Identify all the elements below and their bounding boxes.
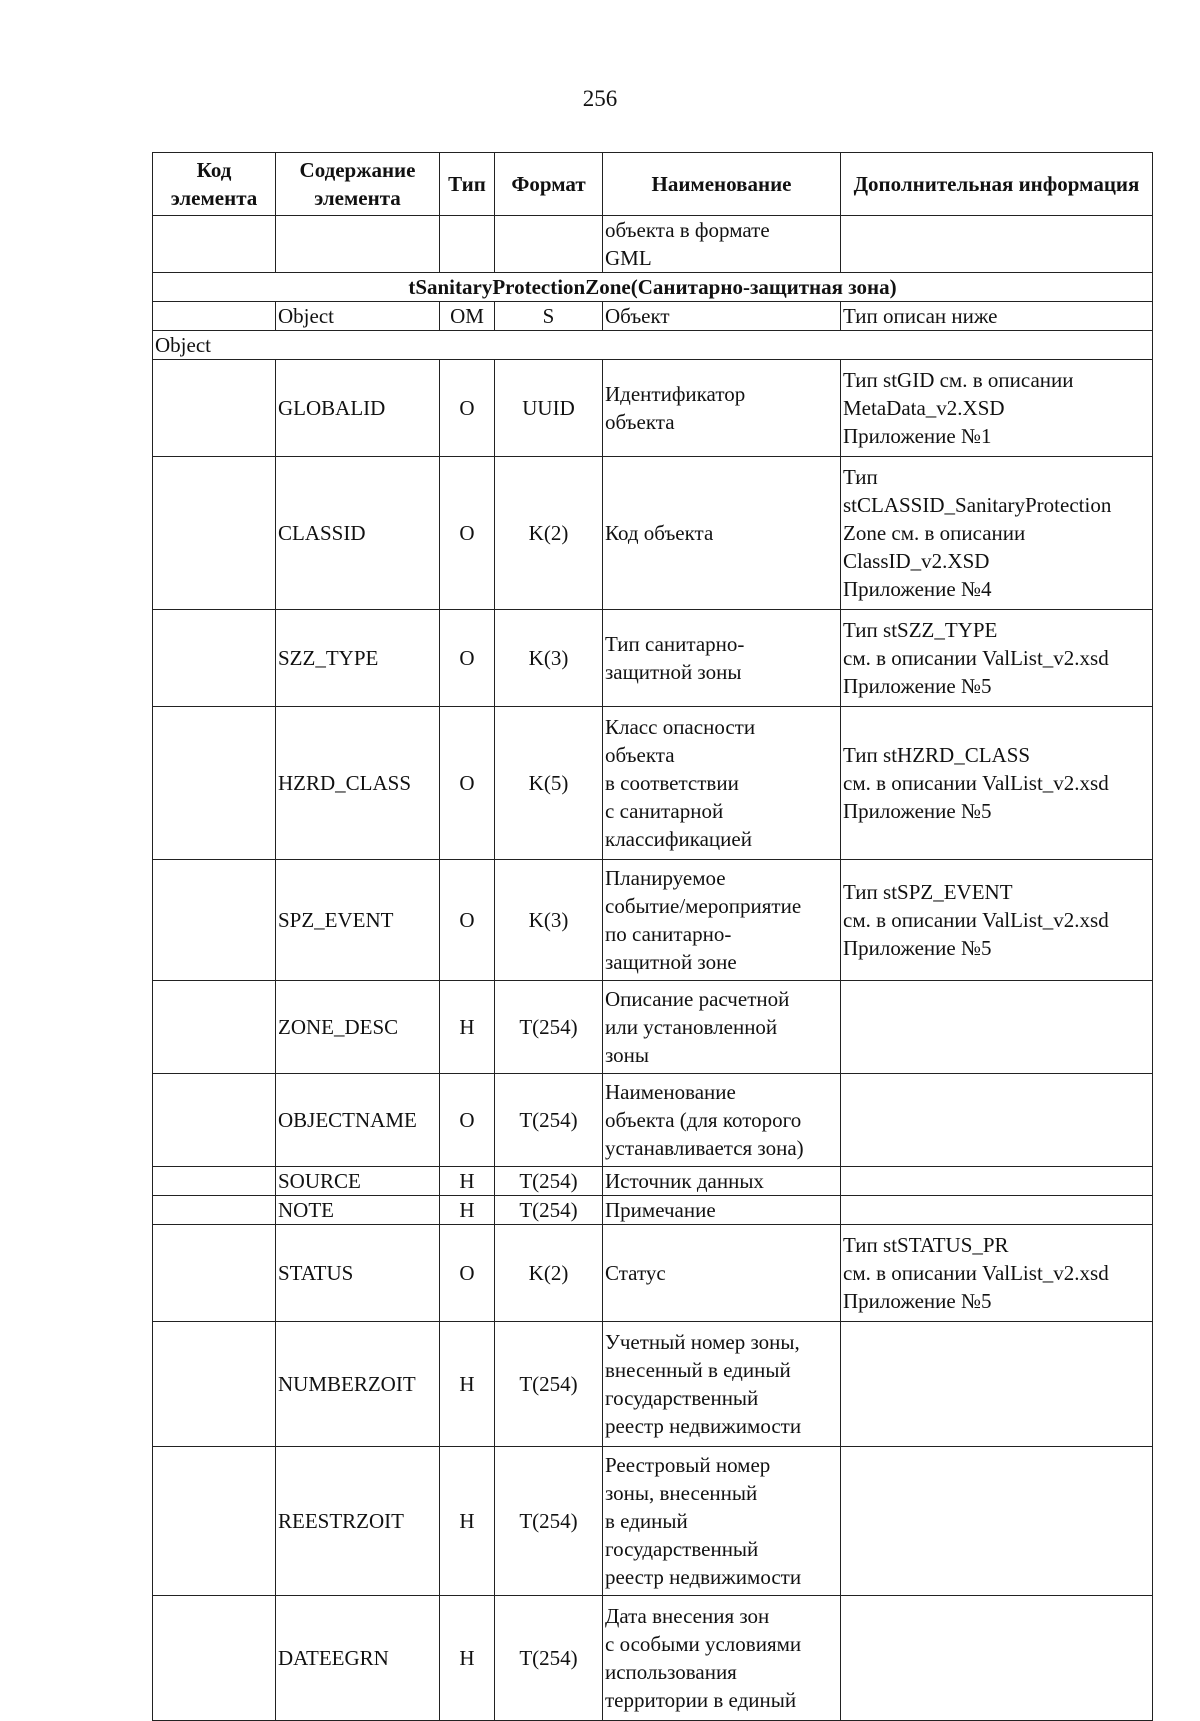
section-title-row	[153, 273, 1153, 302]
cell-content: STATUS	[278, 1261, 354, 1285]
table-row	[153, 360, 1153, 457]
cell-format: T(254)	[519, 1372, 578, 1396]
cell-extra: Тип stSZZ_TYPE см. в описании ValList_v2.xsd Приложение №5	[843, 618, 1109, 698]
cell-name: Наименование объекта (для которого устанавливается зона)	[605, 1080, 804, 1160]
table-row	[153, 1447, 1153, 1596]
cell-type: H	[459, 1646, 475, 1670]
cell-content: DATEEGRN	[278, 1646, 389, 1670]
cell-content: Object	[276, 302, 440, 331]
cell-format: T(254)	[519, 1015, 578, 1039]
cell-name: Идентификатор объекта	[605, 382, 746, 434]
cell-format: K(3)	[528, 646, 569, 670]
object-row	[153, 302, 1153, 331]
cell-name: Примечание	[605, 1198, 716, 1222]
table-row	[153, 457, 1153, 610]
table-row	[153, 1196, 1153, 1225]
cell-content: SOURCE	[278, 1169, 361, 1193]
header-type: Тип	[440, 153, 495, 216]
header-code: Код элемента	[153, 153, 276, 216]
cell-format	[495, 216, 603, 273]
cell-type: O	[459, 1261, 475, 1285]
cell-type: O	[459, 646, 475, 670]
cell-name: Класс опасности объекта в соответствии с санитарной классификацией	[605, 715, 756, 851]
cell-name: Объект	[603, 302, 841, 331]
cell-name: Планируемое событие/мероприятие по санитарно- защитной зоне	[605, 866, 802, 974]
continuation-row	[153, 216, 1153, 273]
cell-content: GLOBALID	[278, 396, 386, 420]
cell-extra: Тип описан ниже	[841, 302, 1153, 331]
cell-format: K(5)	[528, 771, 569, 795]
header-row	[153, 153, 1153, 216]
group-row	[153, 331, 1153, 360]
cell-extra: Тип stSPZ_EVENT см. в описании ValList_v2.xsd Приложение №5	[843, 880, 1109, 960]
cell-extra: Тип stSTATUS_PR см. в описании ValList_v2.xsd Приложение №5	[843, 1233, 1109, 1313]
cell-format: T(254)	[519, 1169, 578, 1193]
cell-format: K(2)	[528, 1261, 569, 1285]
cell-content: ZONE_DESC	[278, 1015, 399, 1039]
section-title: tSanitaryProtectionZone(Санитарно-защитная зона)	[153, 273, 1153, 302]
cell-type: O	[459, 771, 475, 795]
cell-extra: Тип stGID см. в описании MetaData_v2.XSD Приложение №1	[843, 368, 1074, 448]
cell-type: O	[459, 396, 475, 420]
cell-code	[153, 302, 276, 331]
cell-content: HZRD_CLASS	[278, 771, 412, 795]
cell-type: H	[459, 1372, 475, 1396]
table-row	[153, 981, 1153, 1074]
cell-type: O	[459, 521, 475, 545]
cell-type: H	[459, 1198, 475, 1222]
cell-name: Дата внесения зон с особыми условиями использования территории в единый	[605, 1604, 802, 1712]
header-name: Наименование	[603, 153, 841, 216]
cell-content: REESTRZOIT	[278, 1509, 404, 1533]
cell-content: NUMBERZOIT	[278, 1372, 416, 1396]
cell-name: Источник данных	[605, 1169, 764, 1193]
cell-type: O	[459, 1108, 475, 1132]
cell-type: H	[459, 1015, 475, 1039]
cell-content: NOTE	[278, 1198, 334, 1222]
cell-format: UUID	[522, 396, 575, 420]
cell-content: OBJECTNAME	[278, 1108, 417, 1132]
cell-format: K(3)	[528, 908, 569, 932]
cell-format: K(2)	[528, 521, 569, 545]
cell-type: H	[459, 1169, 475, 1193]
page-number: 256	[582, 86, 618, 111]
cell-name: Учетный номер зоны, внесенный в единый государственный реестр недвижимости	[605, 1330, 802, 1438]
table-row	[153, 1225, 1153, 1322]
cell-name: Статус	[605, 1261, 666, 1285]
cell-name: Тип санитарно- защитной зоны	[605, 632, 745, 684]
cell-code	[153, 216, 276, 273]
cell-type: OM	[440, 302, 495, 331]
table-row	[153, 1074, 1153, 1167]
cell-content: SPZ_EVENT	[278, 908, 394, 932]
cell-format: T(254)	[519, 1108, 578, 1132]
cell-content	[276, 216, 440, 273]
cell-extra: Тип stHZRD_CLASS см. в описании ValList_v2.xsd Приложение №5	[843, 743, 1109, 823]
cell-format: S	[495, 302, 603, 331]
header-format: Формат	[495, 153, 603, 216]
table-row	[153, 1167, 1153, 1196]
cell-type: H	[459, 1509, 475, 1533]
cell-type	[440, 216, 495, 273]
cell-format: T(254)	[519, 1646, 578, 1670]
cell-format: T(254)	[519, 1198, 578, 1222]
table-row	[153, 860, 1153, 981]
header-extra: Дополнительная информация	[841, 153, 1153, 216]
cell-extra: Тип stCLASSID_SanitaryProtection Zone см. в описании ClassID_v2.XSD Приложение №4	[843, 465, 1112, 601]
table-row	[153, 707, 1153, 860]
cell-name: Реестровый номер зоны, внесенный в единый государственный реестр недвижимости	[605, 1453, 802, 1589]
group-label: Object	[153, 331, 1153, 360]
cell-name: объекта в формате GML	[605, 218, 770, 270]
table-row	[153, 1596, 1153, 1721]
table-row	[153, 610, 1153, 707]
cell-content: SZZ_TYPE	[278, 646, 379, 670]
cell-name: Код объекта	[605, 521, 714, 545]
cell-extra	[841, 216, 1153, 273]
cell-type: O	[459, 908, 475, 932]
element-spec-table	[152, 152, 1153, 1721]
cell-format: T(254)	[519, 1509, 578, 1533]
cell-content: CLASSID	[278, 521, 366, 545]
cell-name: Описание расчетной или установленной зоны	[605, 987, 790, 1067]
header-content: Содержание элемента	[276, 153, 440, 216]
table-row	[153, 1322, 1153, 1447]
